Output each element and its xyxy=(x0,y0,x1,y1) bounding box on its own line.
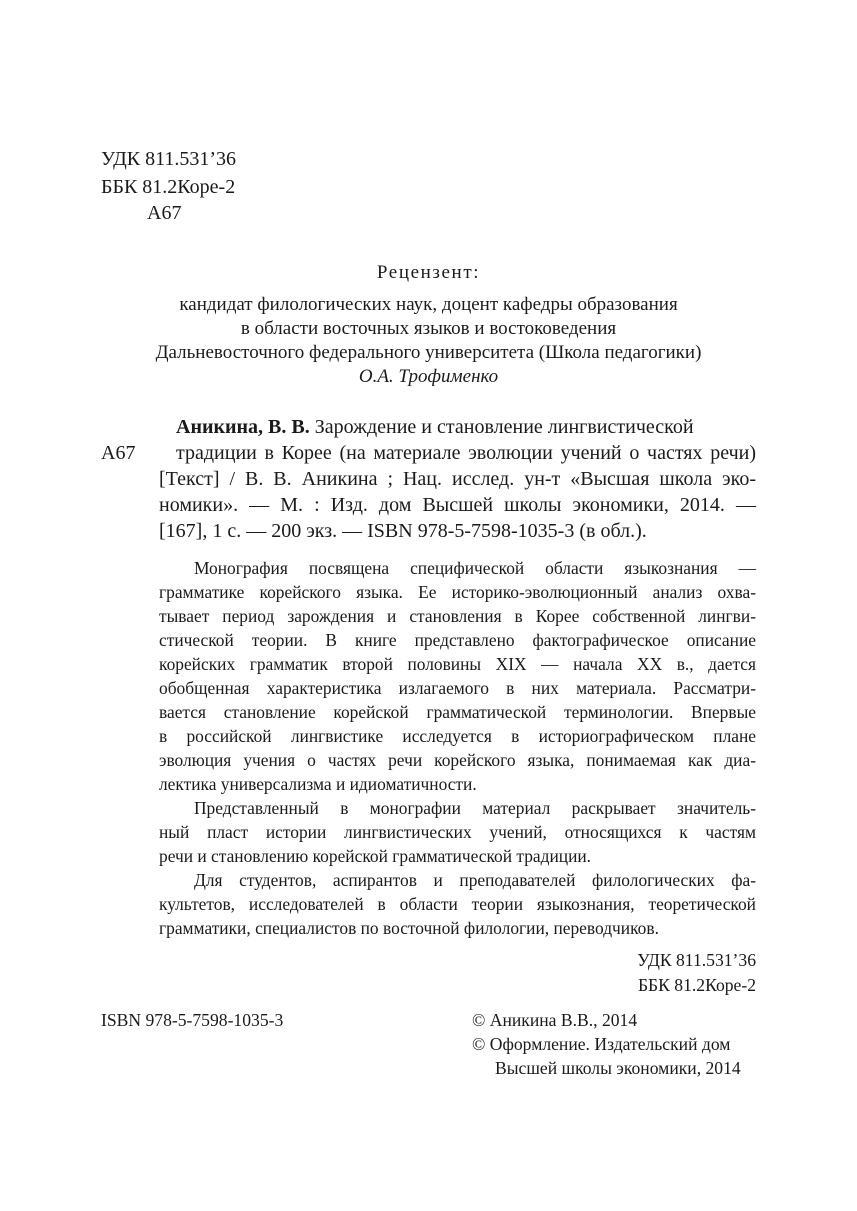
annotation-line: тывает период зарождения и становления в Корее собственной лингви- xyxy=(159,606,756,626)
isbn: ISBN 978-5-7598-1035-3 xyxy=(101,1010,284,1030)
reviewer-line: в области восточных языков и востоковедения xyxy=(240,318,617,339)
annotation-line: вается становление корейской грамматической терминологии. Впервые xyxy=(159,702,756,722)
annotation-line: грамматики, специалистов по восточной филологии, переводчиков. xyxy=(159,918,659,938)
bib-line: [Текст] / В. В. Аникина ; Нац. исслед. ун-т «Высшая школа эко- xyxy=(159,468,756,490)
annotation-line: корейских грамматик второй половины XIX — начала XX в., дается xyxy=(159,654,756,674)
annotation-line: в российской лингвистике исследуется в историографическом плане xyxy=(159,726,756,746)
annotation-line: ный пласт истории лингвистических учений, относящихся к частям xyxy=(159,822,756,842)
bib-line: традиции в Корее (на материале эволюции учений о частях речи) xyxy=(176,442,756,464)
reviewer-line: Дальневосточного федерального университета (Школа педагогики) xyxy=(155,342,702,363)
annotation-line: культетов, исследователей в области теории языкознания, теоретической xyxy=(159,894,756,914)
copyright-design: © Оформление. Издательский дом xyxy=(472,1034,731,1054)
udk-code: УДК 811.531’36 xyxy=(101,148,237,170)
annotation-line: грамматике корейского языка. Ее историко-эволюционный анализ охва- xyxy=(159,582,756,602)
reviewer-heading: Рецензент: xyxy=(376,262,481,283)
bib-line: номики». — М. : Изд. дом Высшей школы экономики, 2014. — xyxy=(159,494,756,516)
bib-line: [167], 1 с. — 200 экз. — ISBN 978-5-7598-1035-3 (в обл.). xyxy=(159,520,647,542)
reviewer-line: кандидат филологических наук, доцент кафедры образования xyxy=(179,294,678,315)
bbk-code: ББК 81.2Коре-2 xyxy=(101,176,236,198)
bib-title: Зарождение и становление лингвистической xyxy=(309,416,694,438)
copyright-publisher: Высшей школы экономики, 2014 xyxy=(495,1058,741,1078)
annotation-line: речи и становлению корейской грамматической традиции. xyxy=(159,846,592,866)
annotation-line: лектика универсализма и идиоматичности. xyxy=(159,774,477,794)
annotation-line: Для студентов, аспирантов и преподавателей филологических фа- xyxy=(194,870,756,890)
annotation-line: эволюция учения о частях речи корейского языка, понимаемая как диа- xyxy=(159,750,756,770)
annotation-line: Представленный в монографии материал раскрывает значитель- xyxy=(194,798,756,818)
annotation-line: обобщенная характеристика излагаемого в них материала. Рассматри- xyxy=(159,678,756,698)
bib-author: Аникина, В. В. xyxy=(176,416,310,438)
author-mark: А67 xyxy=(147,202,182,224)
annotation-line: Монография посвящена специфической области языкознания — xyxy=(194,558,756,578)
copyright-author: © Аникина В.В., 2014 xyxy=(472,1010,638,1030)
annotation-line: стической теории. В книге представлено фактографическое описание xyxy=(159,630,756,650)
reviewer-name: О.А. Трофименко xyxy=(358,366,499,387)
bib-heading xyxy=(176,416,756,439)
udk-code-footer: УДК 811.531’36 xyxy=(637,950,756,970)
bbk-code-footer: ББК 81.2Коре-2 xyxy=(637,975,756,995)
bib-author-mark: А67 xyxy=(101,442,136,464)
